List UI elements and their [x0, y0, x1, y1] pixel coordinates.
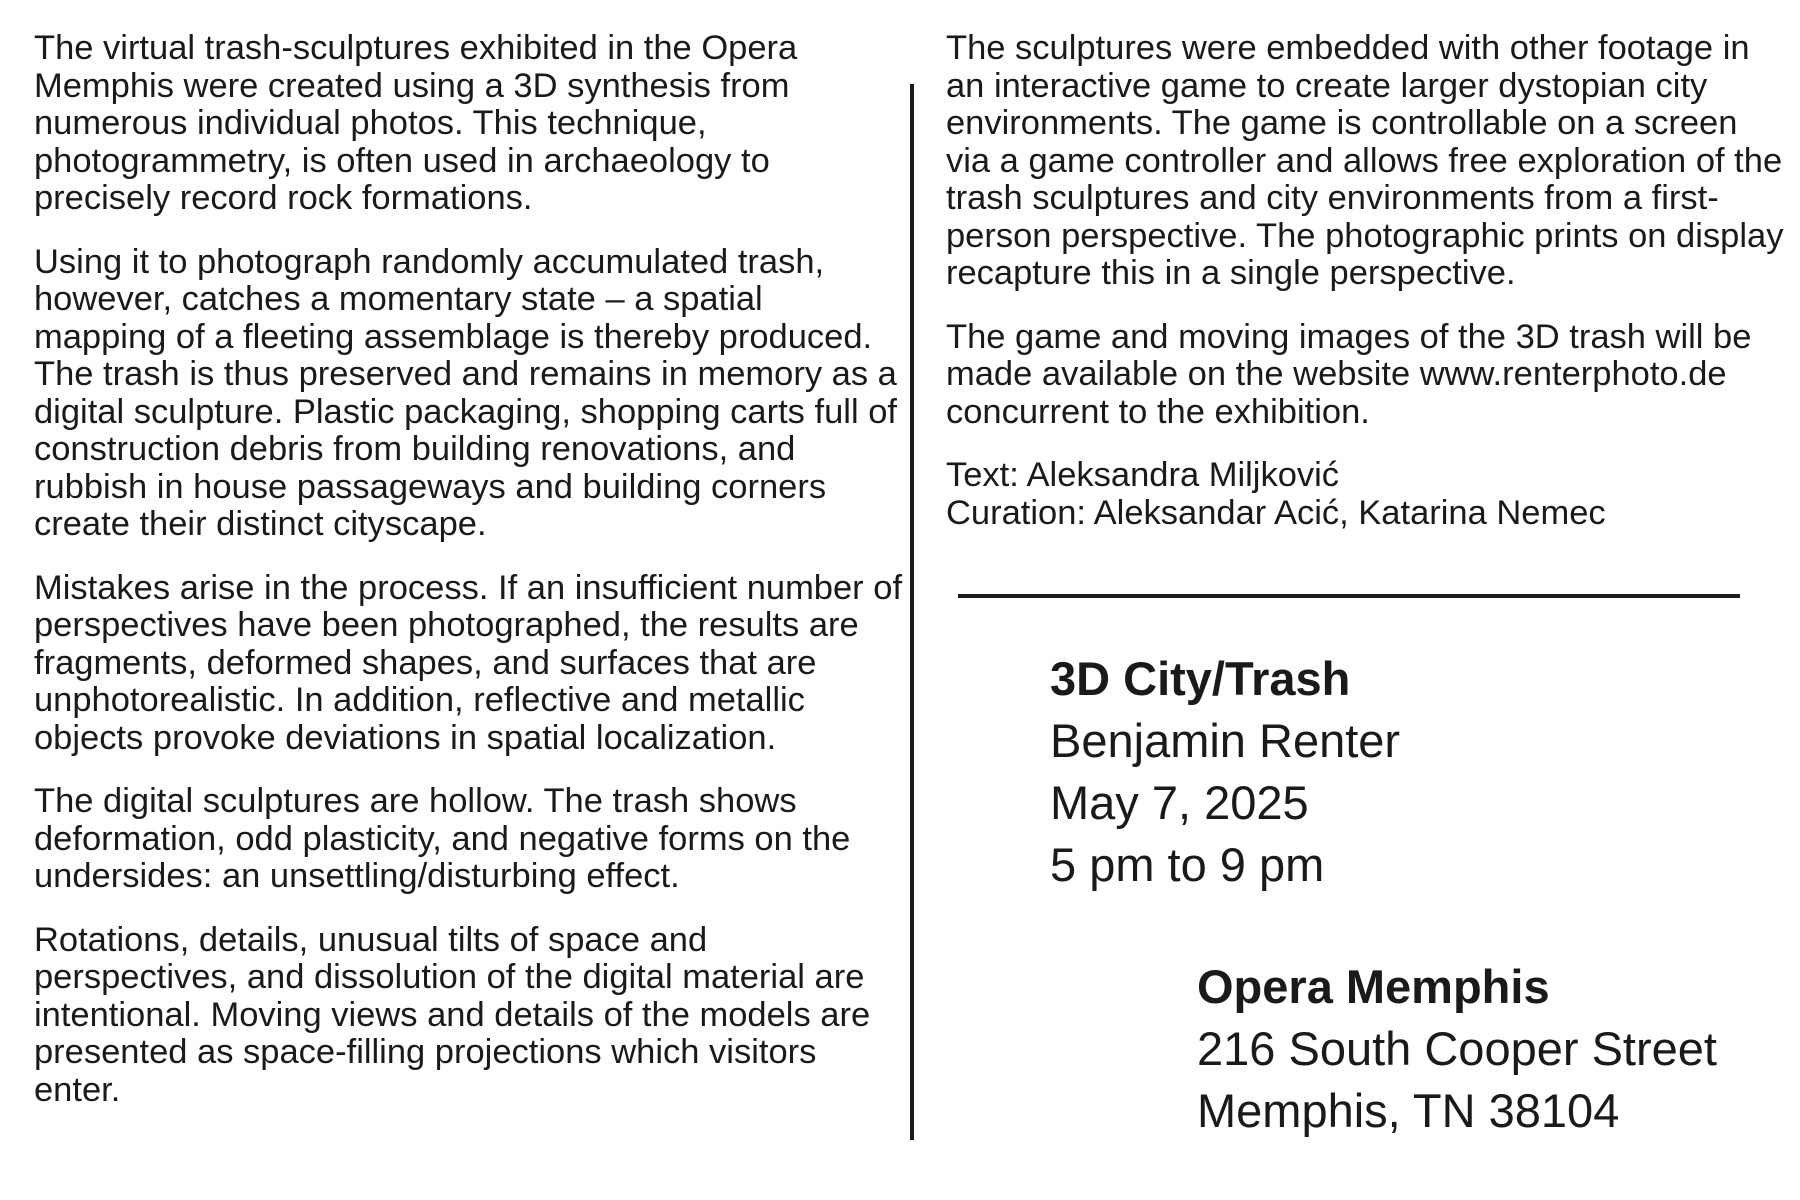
credit-text-author: Text: Aleksandra Miljković — [946, 456, 1340, 494]
paragraph-trash-mapping: Using it to photograph randomly accumulated trash, however, catches a momentary state – a spatial mapping of a fleeting assemblage is thereby produced. The trash is thus preserved and remains in memory as a digital sculpture. Plastic packaging, shopping carts full of construction debris from building renovations, and rubbish in house passageways and building corners create their distinct cityscape. — [34, 242, 897, 543]
credits — [946, 457, 1786, 532]
venue-city: Memphis, TN 38104 — [1197, 1084, 1620, 1137]
paragraph-hollow-sculptures: The digital sculptures are hollow. The trash shows deformation, odd plasticity, and negative forms on the undersides: an unsettling/disturbing effect. — [34, 782, 851, 895]
paragraph-mistakes: Mistakes arise in the process. If an insufficient number of perspectives have been photographed, the results are fragments, deformed shapes, and surfaces that are unphotorealistic. In addition, reflective and metallic objects provoke deviations in spatial localization. — [34, 568, 903, 757]
horizontal-divider — [958, 594, 1740, 598]
event-time: 5 pm to 9 pm — [1050, 838, 1325, 891]
artist-name: Benjamin Renter — [1050, 714, 1401, 767]
right-column — [946, 30, 1786, 532]
venue-name: Opera Memphis — [1197, 960, 1550, 1013]
venue-street: 216 South Cooper Street — [1197, 1022, 1717, 1075]
exhibition-title: 3D City/Trash — [1050, 652, 1351, 705]
event-date: May 7, 2025 — [1050, 776, 1309, 829]
paragraph-rotations: Rotations, details, unusual tilts of space and perspectives, and dissolution of the digital material are intentional. Moving views and details of the models are presented as space-filling projections which visitors enter. — [34, 920, 871, 1109]
venue-info — [1197, 956, 1717, 1142]
vertical-divider — [910, 84, 914, 1140]
left-column — [34, 30, 904, 1135]
paragraph-photogrammetry: The virtual trash-sculptures exhibited in the Opera Memphis were created using a 3D synthesis from numerous individual photos. This technique, photogrammetry, is often used in archaeology to precisely record rock formations. — [34, 29, 798, 217]
credit-curation: Curation: Aleksandar Acić, Katarina Nemec — [946, 493, 1606, 532]
paragraph-website: The game and moving images of the 3D trash will be made available on the website www.renterphoto.de concurrent to the exhibition. — [946, 317, 1752, 431]
paragraph-interactive-game: The sculptures were embedded with other footage in an interactive game to create larger dystopian city environments. The game is controllable on a screen via a game controller and allows free exploration of the trash sculptures and city environments from a first-person perspective. The photographic prints on display recapture this in a single perspective. — [946, 29, 1784, 292]
event-info — [1050, 648, 1400, 896]
